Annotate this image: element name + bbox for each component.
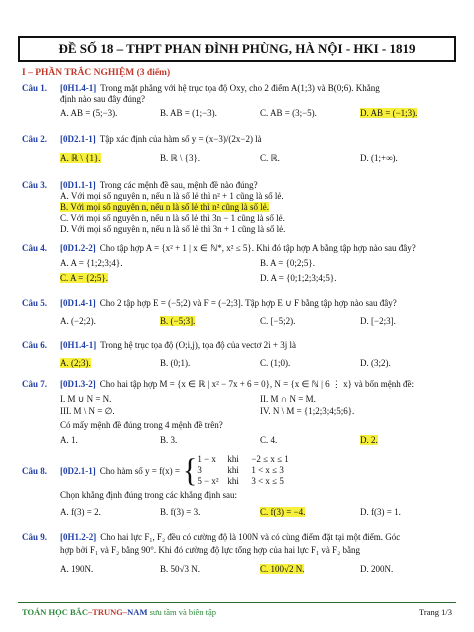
footer-brand-part1: TOÁN HỌC BẮC <box>22 607 88 617</box>
footer-brand-note: sưu tầm và biên tập <box>147 607 217 617</box>
question-5 <box>22 298 460 327</box>
option-d[interactable]: D. f(3) = 1. <box>360 507 401 517</box>
option-a[interactable]: A. AB = (5;−3). <box>60 108 118 118</box>
option-a[interactable]: A. A = {1;2;3;4}. <box>60 258 123 268</box>
question-tag: [0H1.4-1] <box>60 340 97 350</box>
question-6 <box>22 340 460 369</box>
option-a[interactable]: A. ℝ \ {1}. <box>60 153 101 163</box>
piece-expr: 3 <box>197 465 202 475</box>
option-c[interactable]: C. 100√2 N. <box>260 564 305 574</box>
option-d[interactable]: D. AB = (−1;3). <box>360 108 418 118</box>
piece-khi: khi <box>227 465 239 475</box>
option-b[interactable]: B. ℝ \ {3}. <box>160 153 201 163</box>
option-b[interactable]: B. (0;1). <box>160 358 191 368</box>
question-text: Cho hai lực F₁, F₂ đều có cường độ là 100N và có cùng điểm đặt tại một điểm. Góc <box>100 532 401 542</box>
question-text: Cho hàm số y = f(x) = <box>99 465 180 476</box>
option-a[interactable]: A. (2;3). <box>60 358 91 368</box>
exam-title: ĐỀ SỐ 18 – THPT PHAN ĐÌNH PHÙNG, HÀ NỘI - HKI - 1819 <box>18 36 456 62</box>
option-c[interactable]: C. (1;0). <box>260 358 291 368</box>
footer-divider <box>18 602 456 603</box>
brace-icon: { <box>182 451 198 489</box>
question-tag: [0D1.1-1] <box>60 180 96 190</box>
question-text: Trong các mệnh đề sau, mệnh đề nào đúng? <box>99 180 258 190</box>
question-tag: [0D2.1-1] <box>60 134 96 144</box>
question-text: Trong hệ trục tọa độ (O;i,j), tọa độ của vectơ 2i + 3j là <box>100 340 296 350</box>
piece-domain: −2 ≤ x ≤ 1 <box>251 454 289 464</box>
question-9 <box>22 532 460 575</box>
option-c[interactable]: C. ℝ. <box>260 153 280 163</box>
question-number: Câu 7. <box>22 379 48 389</box>
option-b[interactable]: B. 50√3 N. <box>160 564 200 574</box>
question-tag: [0H1.2-2] <box>60 532 97 542</box>
option-c[interactable]: C. 4. <box>260 435 278 445</box>
option-a[interactable]: A. 190N. <box>60 564 94 574</box>
piece-domain: 1 < x ≤ 3 <box>251 465 284 475</box>
question-2 <box>22 134 460 164</box>
question-number: Câu 6. <box>22 340 48 350</box>
statement-1: I. M ∪ N = N. <box>60 394 112 404</box>
option-d[interactable]: D. 2. <box>360 435 378 445</box>
question-number: Câu 2. <box>22 134 48 144</box>
section-heading: I – PHẦN TRẮC NGHIỆM (3 điểm) <box>22 68 171 78</box>
question-subtext: Có mấy mệnh đề đúng trong 4 mệnh đề trên? <box>60 420 223 430</box>
question-1 <box>22 83 460 119</box>
statement-3: III. M \ N = ∅. <box>60 406 115 416</box>
statement-4: IV. N \ M = {1;2;3;4;5;6}. <box>260 406 355 416</box>
question-tag: [0H1.4-1] <box>60 83 97 93</box>
question-7 <box>22 379 460 446</box>
option-b[interactable]: B. 3. <box>160 435 178 445</box>
question-text: Trong mặt phẳng với hệ trục tọa độ Oxy, cho 2 điểm A(1;3) và B(0;6). Khẳng <box>100 83 380 93</box>
piece-khi: khi <box>227 476 239 486</box>
question-tag: [0D2.1-1] <box>60 465 96 476</box>
option-d[interactable]: D. A = {0;1;2;3;4;5}. <box>260 273 337 283</box>
option-d[interactable]: D. (3;2). <box>360 358 391 368</box>
question-number: Câu 8. <box>22 465 48 476</box>
option-a[interactable]: A. Với mọi số nguyên n, nếu n là số lẻ thì n² + 1 cũng là số lẻ. <box>60 191 284 201</box>
question-number: Câu 1. <box>22 83 48 93</box>
piece-domain: 3 < x ≤ 5 <box>251 476 284 486</box>
option-c[interactable]: C. Với mọi số nguyên n, nếu n là số lẻ thì 3n − 1 cũng là số lẻ. <box>60 213 285 223</box>
statement-2: II. M ∩ N = M. <box>260 394 316 404</box>
question-tag: [0D1.2-2] <box>60 243 96 253</box>
option-d[interactable]: D. 200N. <box>360 564 394 574</box>
piece-expr: 5 − x² <box>197 476 219 486</box>
question-text: Cho hai tập hợp M = {x ∈ ℝ | x² − 7x + 6 = 0}, N = {x ∈ ℕ | 6 ⋮ x} và bốn mệnh đề: <box>99 379 414 389</box>
question-text-cont: hợp bởi F₁ và F₂ bằng 90°. Khi đó cường độ lực tổng hợp của hai lực F₁ và F₂ bằng <box>60 545 361 555</box>
question-text: Cho 2 tập hợp E = (−5;2) và F = (−2;3]. Tập hợp E ∪ F bằng tập hợp nào sau đây? <box>99 298 397 308</box>
question-text: Cho tập hợp A = {x² + 1 | x ∈ ℕ*, x² ≤ 5}. Khi đó tập hợp A bằng tập hợp nào sau đây? <box>99 243 416 253</box>
option-d[interactable]: D. Với mọi số nguyên n, nếu n là số lẻ thì 3n + 1 cũng là số lẻ. <box>60 224 286 234</box>
footer-brand <box>22 607 216 617</box>
question-4 <box>22 243 460 284</box>
option-a[interactable]: A. (−2;2). <box>60 316 96 326</box>
option-b[interactable]: B. (−5;3]. <box>160 316 196 326</box>
question-number: Câu 9. <box>22 532 48 542</box>
option-c[interactable]: C. [−5;2). <box>260 316 296 326</box>
option-a[interactable]: A. f(3) = 2. <box>60 507 101 517</box>
option-d[interactable]: D. (1;+∞). <box>360 153 398 163</box>
footer-brand-part3: NAM <box>127 607 148 617</box>
question-number: Câu 5. <box>22 298 48 308</box>
question-text-cont: định nào sau đây đúng? <box>60 94 145 104</box>
option-c[interactable]: C. AB = (3;−5). <box>260 108 317 118</box>
question-3 <box>22 180 460 235</box>
question-number: Câu 4. <box>22 243 48 253</box>
piece-expr: 1 − x <box>197 454 216 464</box>
page-number: Trang 1/3 <box>419 607 452 617</box>
option-b[interactable]: B. A = {0;2;5}. <box>260 258 315 268</box>
option-c[interactable]: C. f(3) = −4. <box>260 507 306 517</box>
question-number: Câu 3. <box>22 180 48 190</box>
question-text: Tập xác định của hàm số y = (x−3)/(2x−2) là <box>99 134 262 144</box>
piece-khi: khi <box>227 454 239 464</box>
option-a[interactable]: A. 1. <box>60 435 78 445</box>
question-tag: [0D1.4-1] <box>60 298 96 308</box>
question-tag: [0D1.3-2] <box>60 379 96 389</box>
option-c[interactable]: C. A = {2;5}. <box>60 273 108 283</box>
option-b[interactable]: B. f(3) = 3. <box>160 507 201 517</box>
footer-brand-part2: –TRUNG– <box>87 607 128 617</box>
question-8 <box>22 451 460 518</box>
piecewise-table <box>197 454 288 487</box>
option-b[interactable]: B. Với mọi số nguyên n, nếu n là số lẻ thì n² cũng là số lẻ. <box>60 202 270 212</box>
option-d[interactable]: D. [−2;3]. <box>360 316 396 326</box>
option-b[interactable]: B. AB = (1;−3). <box>160 108 217 118</box>
question-subtext: Chọn khẳng định đúng trong các khẳng định sau: <box>60 490 237 500</box>
